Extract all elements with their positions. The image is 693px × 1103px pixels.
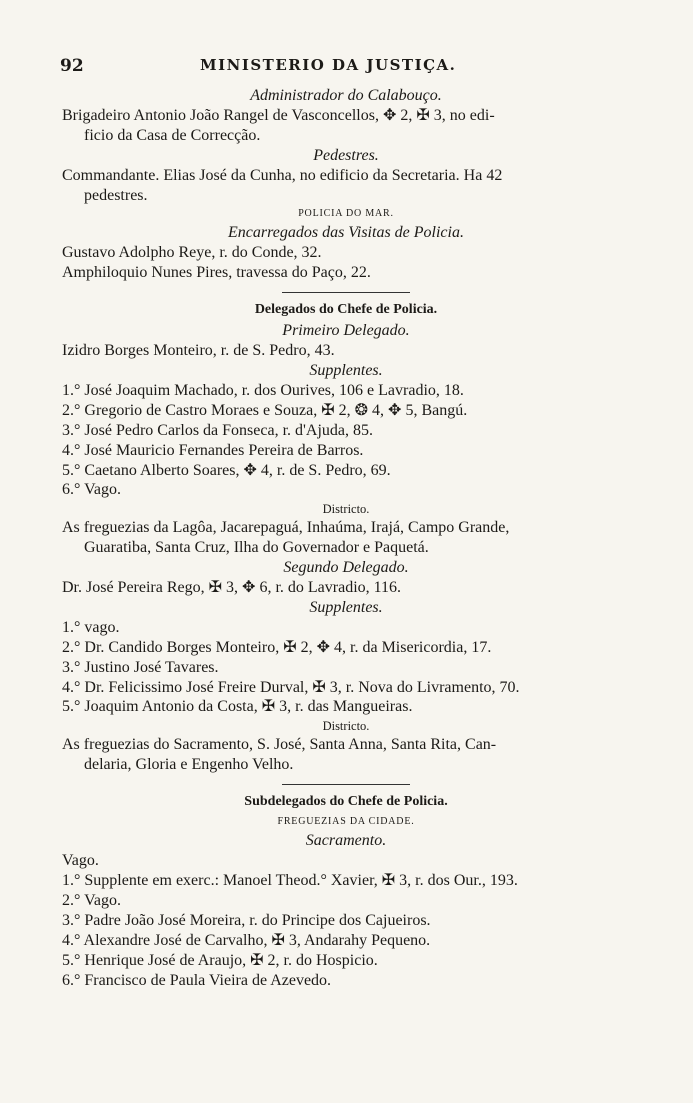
- italic-heading: Administrador do Calabouço.: [250, 87, 442, 104]
- italic-heading: Pedestres.: [313, 146, 379, 164]
- district-heading: Districto.: [322, 502, 370, 517]
- text-line: 6.° Vago.: [62, 481, 121, 499]
- text-line: As freguezias da Lagôa, Jacarepaguá, Inhaúma, Irajá, Campo Grande,: [62, 519, 510, 537]
- text-line: 4.° Alexandre José de Carvalho, ✠ 3, Andarahy Pequeno.: [62, 931, 431, 949]
- section-heading: Subdelegados do Chefe de Policia.: [244, 794, 448, 810]
- section-divider: [282, 784, 410, 785]
- text-line: 3.° Padre João José Moreira, r. do Principe dos Cajueiros.: [62, 911, 431, 929]
- text-line: 5.° Henrique José de Araujo, ✠ 2, r. do Hospicio.: [62, 951, 378, 969]
- continuation-line: Guaratiba, Santa Cruz, Ilha do Governador e Paquetá.: [84, 539, 429, 557]
- text-line: 1.° José Joaquim Machado, r. dos Ourives, 106 e Lavradio, 18.: [62, 381, 464, 399]
- section-divider: [282, 292, 410, 293]
- text-line: Gustavo Adolpho Reye, r. do Conde, 32.: [62, 244, 322, 262]
- subsection-heading: FREGUEZIAS DA CIDADE.: [277, 816, 415, 828]
- text-line: Brigadeiro Antonio João Rangel de Vasconcellos, ✥ 2, ✠ 3, no edi-: [62, 106, 495, 124]
- text-line: 4.° José Mauricio Fernandes Pereira de Barros.: [62, 441, 364, 459]
- page-number: 92: [60, 56, 84, 76]
- text-line: As freguezias do Sacramento, S. José, Santa Anna, Santa Rita, Can-: [62, 736, 497, 754]
- text-line: Commandante. Elias José da Cunha, no edificio da Secretaria. Ha 42: [62, 166, 503, 184]
- text-line: 5.° Caetano Alberto Soares, ✥ 4, r. de S. Pedro, 69.: [62, 461, 391, 479]
- district-heading: Districto.: [322, 719, 370, 734]
- continuation-line: ficio da Casa de Correcção.: [84, 126, 261, 144]
- document-body: [62, 86, 630, 990]
- section-heading: Delegados do Chefe de Policia.: [254, 302, 438, 318]
- subsection-heading: POLICIA DO MAR.: [298, 208, 394, 220]
- text-line: 6.° Francisco de Paula Vieira de Azevedo.: [62, 971, 332, 989]
- running-title: MINISTERIO DA JUSTIÇA.: [200, 56, 457, 74]
- text-line: 2.° Gregorio de Castro Moraes e Souza, ✠ 2, ❂ 4, ✥ 5, Bangú.: [62, 401, 468, 419]
- page-header: [0, 56, 693, 82]
- italic-heading: Primeiro Delegado.: [282, 322, 410, 340]
- italic-heading: Encarregados das Visitas de Policia.: [228, 224, 464, 242]
- text-line: 2.° Dr. Candido Borges Monteiro, ✠ 2, ✥ 4, r. da Misericordia, 17.: [62, 638, 492, 656]
- continuation-line: pedestres.: [84, 186, 148, 204]
- text-line: 2.° Vago.: [62, 891, 121, 909]
- italic-heading: Sacramento.: [305, 832, 387, 850]
- text-line: 5.° Joaquim Antonio da Costa, ✠ 3, r. das Mangueiras.: [62, 698, 413, 716]
- text-line: Izidro Borges Monteiro, r. de S. Pedro, 43.: [62, 342, 335, 360]
- italic-heading: Supplentes.: [309, 598, 383, 616]
- italic-heading: Segundo Delegado.: [283, 559, 409, 577]
- text-line: Dr. José Pereira Rego, ✠ 3, ✥ 6, r. do Lavradio, 116.: [62, 579, 402, 597]
- text-line: 3.° Justino José Tavares.: [62, 658, 219, 676]
- text-line: 3.° José Pedro Carlos da Fonseca, r. d'Ajuda, 85.: [62, 421, 374, 439]
- continuation-line: delaria, Gloria e Engenho Velho.: [84, 756, 294, 774]
- italic-heading: Supplentes.: [309, 361, 383, 379]
- text-line: Amphiloquio Nunes Pires, travessa do Paço, 22.: [62, 264, 371, 282]
- text-line: 1.° vago.: [62, 618, 120, 636]
- text-line: 1.° Supplente em exerc.: Manoel Theod.° Xavier, ✠ 3, r. dos Our., 193.: [62, 872, 518, 889]
- text-line: 4.° Dr. Felicissimo José Freire Durval, ✠ 3, r. Nova do Livramento, 70.: [62, 678, 520, 696]
- text-line: Vago.: [62, 852, 99, 870]
